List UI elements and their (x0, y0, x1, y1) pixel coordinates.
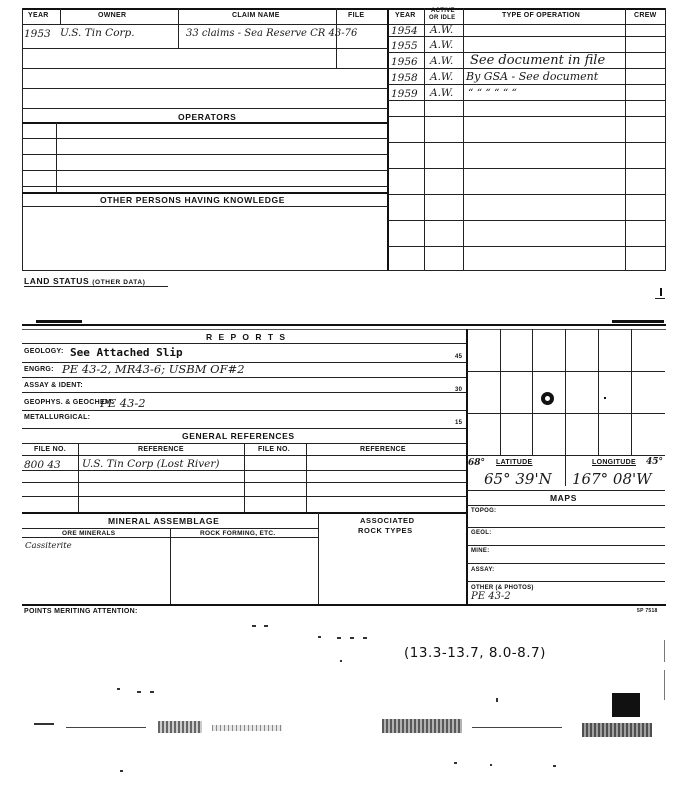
activity-year: 1956 (391, 56, 418, 68)
maps-title: MAPS (550, 493, 577, 503)
activity-year: 1954 (391, 25, 418, 37)
margin-number: 45 (455, 354, 463, 360)
engrg-label: ENGRG: (24, 366, 54, 373)
longitude-label: LONGITUDE (592, 459, 636, 466)
mineral-assemblage-title: MINERAL ASSEMBLAGE (108, 516, 220, 526)
header-year-2: YEAR (395, 12, 416, 19)
latitude-label: LATITUDE (496, 459, 533, 466)
header-or-idle: OR IDLE (429, 15, 456, 21)
general-references-title: GENERAL REFERENCES (182, 431, 295, 441)
geol-label: GEOL: (471, 530, 492, 536)
activity-status: A.W. (430, 24, 454, 36)
form-number: 5P 7518 (637, 608, 658, 614)
reference-row-text: U.S. Tin Corp (Lost River) (82, 458, 220, 470)
geology-value: See Attached Slip (70, 346, 183, 359)
owner-row-owner: U.S. Tin Corp. (60, 27, 135, 39)
mine-label: MINE: (471, 548, 490, 554)
header-type-of-operation: TYPE OF OPERATION (502, 12, 581, 19)
header-year: YEAR (28, 12, 49, 19)
scan-block (612, 693, 640, 717)
activity-status: A.W. (430, 55, 454, 67)
margin-number: 30 (455, 387, 463, 393)
file-no-header-2: FILE NO. (258, 446, 290, 453)
associated-rock-types-title: ASSOCIATED (360, 516, 415, 525)
reference-header-2: REFERENCE (360, 446, 406, 453)
coordinates-note: (13.3-13.7, 8.0-8.7) (404, 645, 546, 661)
other-persons-title: OTHER PERSONS HAVING KNOWLEDGE (100, 195, 286, 205)
activity-status: A.W. (430, 39, 454, 51)
owner-row-claim: 33 claims - Sea Reserve CR 43-76 (186, 28, 358, 39)
file-no-header: FILE NO. (34, 446, 66, 453)
rock-forming-header: ROCK FORMING, ETC. (200, 530, 276, 537)
activity-status: A.W. (430, 87, 454, 99)
activity-year: 1958 (391, 72, 418, 84)
points-meriting-title: POINTS MERITING ATTENTION: (24, 608, 138, 615)
activity-year: 1959 (391, 88, 418, 100)
longitude-value: 167° 08'W (572, 470, 652, 488)
owner-row-year: 1953 (24, 28, 51, 40)
land-status-title: LAND STATUS (OTHER DATA) (24, 276, 146, 286)
reports-title: R E P O R T S (206, 332, 288, 342)
header-claim-name: CLAIM NAME (232, 12, 280, 19)
assay-ident-label: ASSAY & IDENT: (24, 382, 84, 389)
operators-title: OPERATORS (178, 112, 237, 122)
header-crew: CREW (634, 12, 657, 19)
activity-operation: “ “ “ “ “ “ (468, 87, 517, 99)
geophys-label: GEOPHYS. & GEOCHEM: (24, 399, 114, 406)
topog-label: TOPOG: (471, 508, 497, 514)
other-photos-label: OTHER (& PHOTOS) (471, 585, 534, 591)
assay-label: ASSAY: (471, 567, 495, 573)
longitude-suffix: 45° (646, 457, 664, 467)
activity-status: A.W. (430, 71, 454, 83)
activity-operation: By GSA - See document (466, 70, 599, 83)
header-file: FILE (348, 12, 365, 19)
engrg-value: PE 43-2, MR43-6; USBM OF#2 (62, 362, 245, 376)
latitude-prefix: 68° (468, 458, 486, 468)
geophys-value: PE 43-2 (100, 396, 146, 410)
geology-label: GEOLOGY: (24, 348, 64, 355)
header-active: ACTIVE (431, 8, 455, 14)
activity-year: 1955 (391, 40, 418, 52)
associated-rock-types-title-2: ROCK TYPES (358, 526, 413, 535)
other-photos-value: PE 43-2 (471, 591, 511, 602)
scan-noise-strip (22, 715, 666, 745)
margin-number: 15 (455, 420, 463, 426)
ore-minerals-value: Cassiterite (25, 541, 72, 551)
location-marker-icon (541, 392, 554, 405)
ore-minerals-header: ORE MINERALS (62, 530, 116, 537)
reference-row-file: 800 43 (24, 459, 61, 471)
activity-operation: See document in file (470, 53, 606, 68)
header-owner: OWNER (98, 12, 127, 19)
metallurgical-label: METALLURGICAL: (24, 414, 91, 421)
reference-header: REFERENCE (138, 446, 184, 453)
latitude-value: 65° 39'N (484, 470, 552, 488)
